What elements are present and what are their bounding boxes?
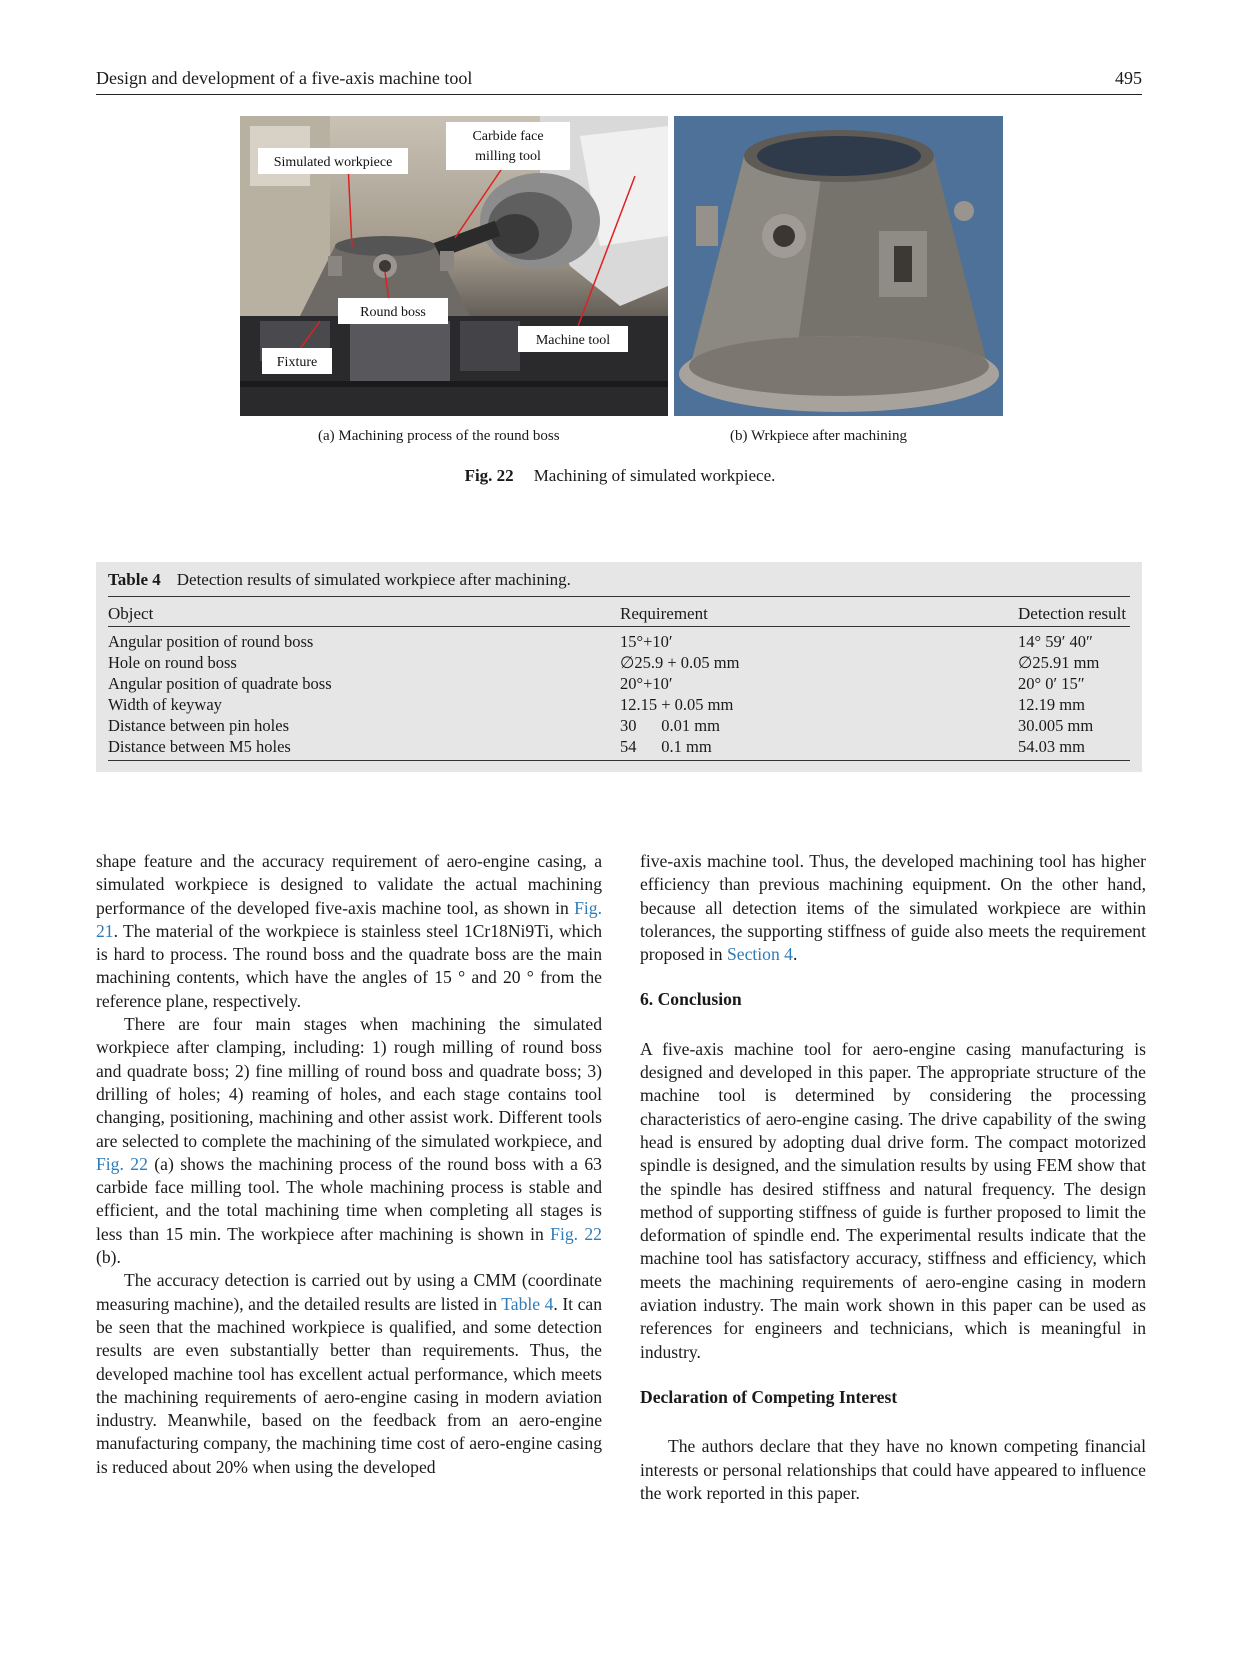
page-number: 495 — [1115, 68, 1142, 88]
table-bottom-rule — [108, 760, 1130, 761]
table-cell: 30 0.01 mm — [620, 716, 720, 735]
table-row — [96, 632, 1142, 653]
link-fig-22[interactable]: Fig. 22 — [96, 1153, 148, 1174]
table-4 — [96, 562, 1142, 772]
paragraph: The authors declare that they have no known competing financial interests or personal relationships that could have appeared to influence the work reported in this paper. — [640, 1436, 1146, 1503]
table-cell: Distance between pin holes — [108, 716, 289, 735]
table-cell: 15°+10′ — [620, 632, 673, 651]
table-cell: 30.005 mm — [1018, 716, 1094, 735]
table-caption-label: Table 4 — [108, 570, 161, 589]
table-cell: 12.15 + 0.05 mm — [620, 695, 734, 714]
figure-22 — [240, 116, 1003, 416]
paragraph — [96, 1269, 602, 1479]
figure-caption-text: Machining of simulated workpiece. — [533, 466, 776, 485]
table-cell: 54 0.1 mm — [620, 737, 712, 756]
table-cell: 54.03 mm — [1018, 737, 1085, 756]
subcaption-b: (b) Wrkpiece after machining — [730, 428, 907, 444]
text-run: . The material of the workpiece is stainless steel 1Cr18Ni9Ti, which is hard to process. The round boss and the quadrate boss are the main machining contents, which have the angles of 15 ° and 20 ° from the reference plane, respectively. — [96, 920, 602, 1011]
table-caption — [108, 570, 571, 590]
link-fig-21[interactable]: Fig. 21 — [96, 897, 602, 941]
label-carbide-tool-line2: milling tool — [475, 149, 541, 164]
paragraph — [640, 850, 1146, 966]
table-cell: Distance between M5 holes — [108, 737, 291, 756]
photo-machining-process — [240, 116, 668, 416]
label-carbide-tool-line1: Carbide face — [472, 129, 544, 144]
text-run: shape feature and the accuracy requirement of aero-engine casing, a simulated workpiece is designed to validate the actual machining performance of the developed five-axis machine tool, as shown in — [96, 851, 602, 918]
paragraph: A five-axis machine tool for aero-engine casing manufacturing is designed and developed in this paper. The appropriate structure of the machine tool is determined by considering the processing characteristics of aero-engine casing. The drive capability of the swing head is ensured by adopting dual drive form. The compact motorized spindle is designed, and the simulation results by using FEM show that the spindle has desired stiffness and natural frequency. The design method of supporting stiffness of guide is further proposed to limit the deformation of spindle end. The experimental results indicate that the machine tool has satisfactory accuracy, stiffness and efficiency, which meets the machining requirements of aero-engine casing in modern aviation industry. The main work shown in this paper can be used as references for engineers and technicians, which is meaningful in industry. — [640, 1038, 1146, 1362]
figure-caption-label: Fig. 22 — [464, 466, 514, 485]
link-table-4[interactable]: Table 4 — [501, 1293, 554, 1314]
table-row — [96, 653, 1142, 674]
figure-caption — [0, 466, 1240, 486]
text-run: (a) shows the machining process of the round boss with a 63 carbide face milling tool. The whole machining process is stable and efficient, and the total machining time when completing all stages is less than 15 min. The workpiece after machining is shown in — [96, 1153, 602, 1244]
table-header-rule — [108, 626, 1130, 627]
table-cell: 12.19 mm — [1018, 695, 1085, 714]
table-header-requirement: Requirement — [620, 604, 708, 623]
table-header-object: Object — [108, 604, 154, 623]
paragraph — [96, 1013, 602, 1269]
table-cell: 14° 59′ 40″ — [1018, 632, 1093, 651]
table-cell: 20°+10′ — [620, 674, 673, 693]
table-row — [96, 716, 1142, 737]
table-cell: Width of keyway — [108, 695, 222, 714]
label-simulated-workpiece: Simulated workpiece — [273, 155, 393, 170]
label-round-boss: Round boss — [360, 305, 426, 320]
table-cell: ∅25.9 + 0.05 mm — [620, 653, 740, 672]
table-top-rule — [108, 596, 1130, 597]
text-run: The accuracy detection is carried out by using a CMM (coordinate measuring machine), and the detailed results are listed in — [96, 1270, 602, 1314]
subcaption-a: (a) Machining process of the round boss — [318, 428, 560, 444]
paragraph — [96, 850, 602, 1013]
text-run: (b). — [96, 1247, 121, 1268]
text-run: five-axis machine tool. Thus, the developed machining tool has higher efficiency than previous machining equipment. On the other hand, because all detection items of the simulated workpiece are within tolerances, the supporting stiffness of guide also meets the requirement proposed in — [640, 851, 1146, 965]
table-cell: 20° 0′ 15″ — [1018, 674, 1085, 693]
machining-scene-illustration — [240, 116, 668, 416]
text-run: There are four main stages when machining the simulated workpiece after clamping, including: 1) rough milling of round boss and quadrate boss; 2) fine milling of round boss and quadrate boss; 3) drilling of holes; 4) reaming of holes, and each stage contains tool changing, positioning, machining and other assist work. Different tools are selected to complete the machining of the simulated workpiece, and — [96, 1014, 602, 1151]
section-heading-declaration: Declaration of Competing Interest — [640, 1386, 898, 1407]
workpiece-illustration — [674, 116, 1003, 416]
table-cell: ∅25.91 mm — [1018, 653, 1100, 672]
photo-workpiece-after-machining — [674, 116, 1003, 416]
table-caption-text: Detection results of simulated workpiece after machining. — [176, 570, 571, 589]
table-cell: Hole on round boss — [108, 653, 237, 672]
table-cell: Angular position of quadrate boss — [108, 674, 332, 693]
section-heading-conclusion: 6. Conclusion — [640, 989, 742, 1010]
table-header-detection-result: Detection result — [1018, 604, 1127, 623]
label-fixture: Fixture — [276, 355, 318, 370]
link-section-4[interactable]: Section 4 — [726, 944, 793, 965]
table-row — [96, 674, 1142, 695]
table-row — [96, 695, 1142, 716]
link-fig-22[interactable]: Fig. 22 — [550, 1223, 602, 1244]
text-run: . — [792, 944, 798, 965]
label-machine-tool: Machine tool — [535, 333, 611, 348]
table-row — [96, 737, 1142, 758]
right-column — [640, 850, 1146, 1505]
journal-running-title: Design and development of a five-axis machine tool — [96, 68, 473, 88]
text-run: . It can be seen that the machined workpiece is qualified, and some detection results are even substantially better than requirements. Thus, the developed machine tool has excellent actual performance, which meets the machining requirements of aero-engine casing in modern aviation industry. Meanwhile, based on the feedback from an aero-engine manufacturing company, the machining time cost of aero-engine casing is reduced about 20% when using the developed — [96, 1293, 602, 1477]
table-cell: Angular position of round boss — [108, 632, 314, 651]
running-header — [96, 66, 1142, 95]
left-column — [96, 850, 602, 1479]
